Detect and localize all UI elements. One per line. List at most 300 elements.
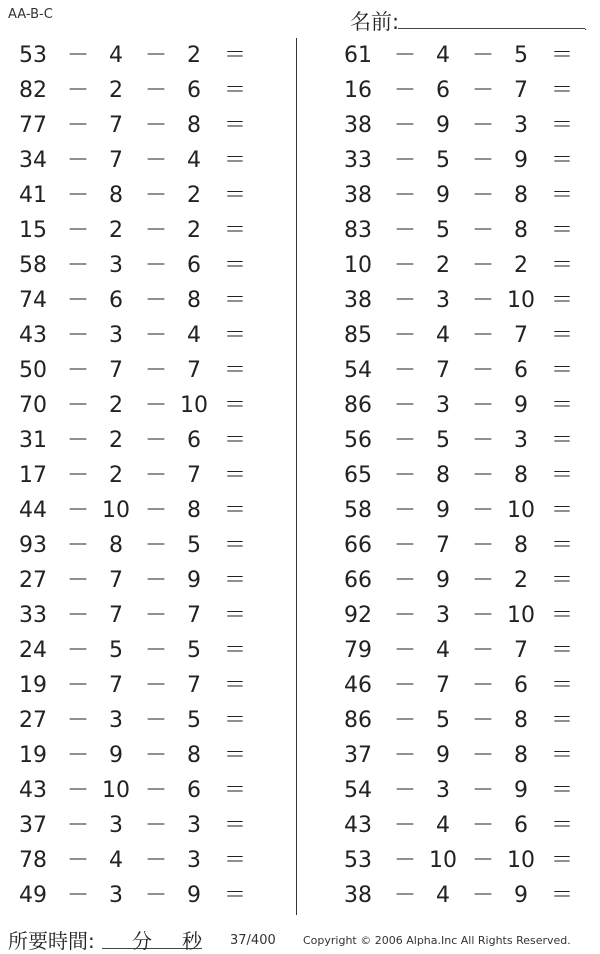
minus-sign: － (471, 813, 494, 838)
subtrahend-1: 7 (109, 568, 123, 593)
equals-sign: ＝ (550, 533, 573, 558)
problem-row (325, 458, 595, 493)
subtrahend-2: 7 (187, 463, 201, 488)
minus-sign: － (471, 288, 494, 313)
worksheet-code: AA-B-C (8, 7, 53, 22)
subtrahend-2: 7 (514, 78, 528, 103)
minus-sign: － (144, 43, 167, 68)
subtrahend-1: 8 (109, 183, 123, 208)
subtrahend-2: 9 (514, 883, 528, 908)
minus-sign: － (66, 288, 89, 313)
subtrahend-2: 6 (187, 428, 201, 453)
minus-sign: － (393, 218, 416, 243)
equals-sign: ＝ (550, 428, 573, 453)
subtrahend-2: 5 (514, 43, 528, 68)
problem-row (0, 493, 270, 528)
problem-row (0, 843, 270, 878)
minus-sign: － (471, 253, 494, 278)
minus-sign: － (471, 638, 494, 663)
minus-sign: － (66, 393, 89, 418)
minus-sign: － (144, 148, 167, 173)
subtrahend-2: 7 (187, 673, 201, 698)
subtrahend-1: 3 (109, 883, 123, 908)
minuend: 78 (19, 848, 47, 873)
subtrahend-1: 5 (436, 148, 450, 173)
minus-sign: － (393, 603, 416, 628)
problem-row (0, 108, 270, 143)
minuend: 77 (19, 113, 47, 138)
minus-sign: － (471, 673, 494, 698)
problem-row (325, 248, 595, 283)
minus-sign: － (144, 568, 167, 593)
equals-sign: ＝ (223, 183, 246, 208)
subtrahend-1: 7 (109, 358, 123, 383)
subtrahend-2: 5 (187, 533, 201, 558)
problem-row (325, 213, 595, 248)
equals-sign: ＝ (550, 463, 573, 488)
equals-sign: ＝ (223, 848, 246, 873)
equals-sign: ＝ (223, 883, 246, 908)
subtrahend-2: 8 (187, 288, 201, 313)
equals-sign: ＝ (550, 708, 573, 733)
minus-sign: － (393, 393, 416, 418)
equals-sign: ＝ (550, 253, 573, 278)
equals-sign: ＝ (550, 323, 573, 348)
equals-sign: ＝ (550, 568, 573, 593)
problem-row (0, 703, 270, 738)
subtrahend-2: 8 (187, 498, 201, 523)
problem-row (325, 353, 595, 388)
minus-sign: － (66, 673, 89, 698)
minus-sign: － (393, 183, 416, 208)
problem-row (325, 808, 595, 843)
equals-sign: ＝ (550, 78, 573, 103)
problem-row (0, 283, 270, 318)
subtrahend-2: 6 (514, 813, 528, 838)
subtrahend-2: 9 (514, 393, 528, 418)
subtrahend-2: 6 (514, 673, 528, 698)
minuend: 66 (344, 568, 372, 593)
subtrahend-2: 6 (514, 358, 528, 383)
minus-sign: － (471, 568, 494, 593)
subtrahend-2: 2 (187, 43, 201, 68)
problem-row (325, 493, 595, 528)
problem-row (325, 633, 595, 668)
equals-sign: ＝ (223, 113, 246, 138)
minus-sign: － (393, 638, 416, 663)
subtrahend-2: 6 (187, 78, 201, 103)
subtrahend-1: 4 (436, 638, 450, 663)
minus-sign: － (66, 813, 89, 838)
problem-row (0, 353, 270, 388)
subtrahend-1: 7 (109, 603, 123, 628)
equals-sign: ＝ (550, 183, 573, 208)
minuend: 17 (19, 463, 47, 488)
subtrahend-1: 7 (436, 533, 450, 558)
minus-sign: － (471, 218, 494, 243)
subtrahend-2: 2 (514, 568, 528, 593)
equals-sign: ＝ (223, 708, 246, 733)
equals-sign: ＝ (223, 673, 246, 698)
problem-row (0, 633, 270, 668)
problem-row (325, 668, 595, 703)
subtrahend-1: 6 (436, 78, 450, 103)
minus-sign: － (144, 848, 167, 873)
minus-sign: － (393, 428, 416, 453)
subtrahend-2: 8 (514, 183, 528, 208)
equals-sign: ＝ (223, 463, 246, 488)
problem-row (325, 283, 595, 318)
problem-row (0, 773, 270, 808)
minuend: 49 (19, 883, 47, 908)
minuend: 19 (19, 743, 47, 768)
footer (0, 918, 600, 952)
equals-sign: ＝ (550, 813, 573, 838)
minus-sign: － (393, 708, 416, 733)
equals-sign: ＝ (223, 428, 246, 453)
subtrahend-1: 3 (109, 708, 123, 733)
subtrahend-1: 4 (436, 813, 450, 838)
subtrahend-2: 10 (507, 498, 535, 523)
minus-sign: － (66, 78, 89, 103)
minus-sign: － (393, 883, 416, 908)
subtrahend-2: 4 (187, 148, 201, 173)
subtrahend-2: 7 (514, 638, 528, 663)
minus-sign: － (393, 288, 416, 313)
minus-sign: － (393, 463, 416, 488)
equals-sign: ＝ (223, 778, 246, 803)
minuend: 58 (344, 498, 372, 523)
minuend: 79 (344, 638, 372, 663)
subtrahend-1: 8 (109, 533, 123, 558)
subtrahend-2: 6 (187, 778, 201, 803)
subtrahend-2: 3 (187, 848, 201, 873)
subtrahend-2: 6 (187, 253, 201, 278)
equals-sign: ＝ (550, 883, 573, 908)
minuend: 58 (19, 253, 47, 278)
subtrahend-2: 2 (187, 218, 201, 243)
column-divider (296, 38, 297, 915)
subtrahend-2: 2 (187, 183, 201, 208)
subtrahend-2: 5 (187, 708, 201, 733)
minuend: 16 (344, 78, 372, 103)
minus-sign: － (393, 848, 416, 873)
name-underline (398, 28, 585, 29)
equals-sign: ＝ (550, 848, 573, 873)
minutes-label: 分 (132, 929, 152, 953)
subtrahend-2: 8 (514, 743, 528, 768)
subtrahend-2: 8 (514, 463, 528, 488)
equals-sign: ＝ (223, 358, 246, 383)
subtrahend-1: 9 (436, 498, 450, 523)
minus-sign: － (393, 113, 416, 138)
minus-sign: － (471, 603, 494, 628)
problem-row (0, 598, 270, 633)
minuend: 43 (19, 778, 47, 803)
subtrahend-1: 9 (436, 113, 450, 138)
minus-sign: － (471, 463, 494, 488)
minus-sign: － (66, 603, 89, 628)
subtrahend-1: 7 (109, 673, 123, 698)
equals-sign: ＝ (223, 323, 246, 348)
minus-sign: － (144, 78, 167, 103)
equals-sign: ＝ (550, 743, 573, 768)
minus-sign: － (471, 43, 494, 68)
minus-sign: － (66, 218, 89, 243)
minus-sign: － (471, 883, 494, 908)
minus-sign: － (393, 358, 416, 383)
minus-sign: － (144, 673, 167, 698)
subtrahend-1: 2 (109, 78, 123, 103)
minus-sign: － (393, 253, 416, 278)
minus-sign: － (66, 113, 89, 138)
minuend: 92 (344, 603, 372, 628)
subtrahend-2: 7 (187, 358, 201, 383)
problem-row (0, 528, 270, 563)
minus-sign: － (66, 568, 89, 593)
minus-sign: － (471, 323, 494, 348)
equals-sign: ＝ (223, 78, 246, 103)
equals-sign: ＝ (550, 288, 573, 313)
minus-sign: － (66, 183, 89, 208)
problem-row (325, 528, 595, 563)
subtrahend-1: 2 (109, 218, 123, 243)
name-field[interactable] (350, 4, 590, 32)
minuend: 65 (344, 463, 372, 488)
equals-sign: ＝ (550, 393, 573, 418)
minus-sign: － (471, 148, 494, 173)
subtrahend-2: 3 (514, 428, 528, 453)
subtrahend-2: 4 (187, 323, 201, 348)
equals-sign: ＝ (223, 813, 246, 838)
problem-row (325, 143, 595, 178)
subtrahend-1: 2 (109, 393, 123, 418)
problem-row (0, 178, 270, 213)
problem-row (0, 388, 270, 423)
subtrahend-1: 9 (436, 743, 450, 768)
equals-sign: ＝ (223, 568, 246, 593)
minuend: 82 (19, 78, 47, 103)
minus-sign: － (144, 813, 167, 838)
subtrahend-2: 8 (514, 533, 528, 558)
subtrahend-1: 5 (436, 428, 450, 453)
equals-sign: ＝ (550, 603, 573, 628)
subtrahend-1: 7 (436, 358, 450, 383)
problem-row (0, 38, 270, 73)
subtrahend-2: 8 (187, 743, 201, 768)
minuend: 31 (19, 428, 47, 453)
minus-sign: － (66, 743, 89, 768)
minus-sign: － (471, 743, 494, 768)
minus-sign: － (393, 148, 416, 173)
minus-sign: － (471, 78, 494, 103)
subtrahend-1: 4 (436, 883, 450, 908)
minus-sign: － (144, 183, 167, 208)
equals-sign: ＝ (550, 778, 573, 803)
minus-sign: － (471, 533, 494, 558)
minuend: 93 (19, 533, 47, 558)
subtrahend-1: 6 (109, 288, 123, 313)
problem-row (0, 878, 270, 913)
subtrahend-2: 8 (187, 113, 201, 138)
minus-sign: － (471, 498, 494, 523)
minus-sign: － (393, 323, 416, 348)
subtrahend-1: 4 (109, 43, 123, 68)
minus-sign: － (471, 113, 494, 138)
minuend: 46 (344, 673, 372, 698)
subtrahend-1: 3 (436, 603, 450, 628)
equals-sign: ＝ (223, 253, 246, 278)
problem-row (325, 108, 595, 143)
subtrahend-1: 3 (109, 323, 123, 348)
left-problem-column (0, 38, 270, 913)
subtrahend-2: 7 (187, 603, 201, 628)
minuend: 53 (19, 43, 47, 68)
problem-row (0, 563, 270, 598)
minus-sign: － (66, 428, 89, 453)
minus-sign: － (144, 778, 167, 803)
equals-sign: ＝ (223, 393, 246, 418)
subtrahend-2: 9 (187, 568, 201, 593)
minuend: 43 (19, 323, 47, 348)
minuend: 85 (344, 323, 372, 348)
subtrahend-1: 3 (436, 393, 450, 418)
subtrahend-2: 9 (514, 778, 528, 803)
subtrahend-1: 10 (102, 778, 130, 803)
minuend: 86 (344, 708, 372, 733)
minus-sign: － (66, 883, 89, 908)
subtrahend-2: 3 (514, 113, 528, 138)
minuend: 74 (19, 288, 47, 313)
minus-sign: － (66, 778, 89, 803)
minus-sign: － (66, 533, 89, 558)
subtrahend-1: 3 (436, 288, 450, 313)
subtrahend-1: 8 (436, 463, 450, 488)
equals-sign: ＝ (223, 533, 246, 558)
page-number: 37/400 (230, 933, 276, 948)
subtrahend-1: 4 (109, 848, 123, 873)
minus-sign: － (471, 358, 494, 383)
equals-sign: ＝ (550, 673, 573, 698)
minuend: 43 (344, 813, 372, 838)
subtrahend-1: 10 (102, 498, 130, 523)
minus-sign: － (471, 848, 494, 873)
equals-sign: ＝ (550, 218, 573, 243)
minus-sign: － (393, 533, 416, 558)
problem-row (325, 38, 595, 73)
minus-sign: － (471, 428, 494, 453)
problem-row (0, 143, 270, 178)
minus-sign: － (144, 113, 167, 138)
subtrahend-2: 10 (507, 603, 535, 628)
subtrahend-1: 4 (436, 43, 450, 68)
subtrahend-1: 4 (436, 323, 450, 348)
equals-sign: ＝ (223, 498, 246, 523)
minus-sign: － (66, 323, 89, 348)
subtrahend-1: 2 (109, 463, 123, 488)
minus-sign: － (66, 463, 89, 488)
minus-sign: － (144, 743, 167, 768)
equals-sign: ＝ (550, 148, 573, 173)
equals-sign: ＝ (550, 498, 573, 523)
problem-row (0, 458, 270, 493)
subtrahend-1: 3 (109, 253, 123, 278)
subtrahend-1: 10 (429, 848, 457, 873)
subtrahend-2: 9 (187, 883, 201, 908)
minus-sign: － (144, 603, 167, 628)
problem-row (325, 773, 595, 808)
minuend: 86 (344, 393, 372, 418)
minuend: 27 (19, 568, 47, 593)
minus-sign: － (471, 183, 494, 208)
subtrahend-1: 2 (109, 428, 123, 453)
minus-sign: － (144, 288, 167, 313)
equals-sign: ＝ (223, 743, 246, 768)
subtrahend-2: 10 (507, 288, 535, 313)
minus-sign: － (144, 708, 167, 733)
equals-sign: ＝ (550, 113, 573, 138)
problem-row (325, 598, 595, 633)
minus-sign: － (144, 498, 167, 523)
minuend: 24 (19, 638, 47, 663)
problem-row (325, 703, 595, 738)
subtrahend-2: 5 (187, 638, 201, 663)
minuend: 56 (344, 428, 372, 453)
minus-sign: － (144, 393, 167, 418)
minus-sign: － (144, 883, 167, 908)
minus-sign: － (393, 813, 416, 838)
subtrahend-1: 9 (436, 568, 450, 593)
problem-row (0, 318, 270, 353)
minus-sign: － (66, 43, 89, 68)
minus-sign: － (393, 43, 416, 68)
subtrahend-2: 2 (514, 253, 528, 278)
subtrahend-1: 7 (436, 673, 450, 698)
subtrahend-1: 5 (109, 638, 123, 663)
subtrahend-1: 5 (436, 218, 450, 243)
problem-row (325, 178, 595, 213)
minus-sign: － (144, 323, 167, 348)
seconds-label: 秒 (182, 929, 202, 953)
minus-sign: － (144, 463, 167, 488)
minus-sign: － (66, 358, 89, 383)
minus-sign: － (393, 78, 416, 103)
equals-sign: ＝ (223, 148, 246, 173)
problem-row (325, 388, 595, 423)
minus-sign: － (393, 568, 416, 593)
subtrahend-1: 9 (109, 743, 123, 768)
minus-sign: － (393, 778, 416, 803)
minuend: 15 (19, 218, 47, 243)
minuend: 27 (19, 708, 47, 733)
minus-sign: － (144, 638, 167, 663)
problem-row (325, 878, 595, 913)
subtrahend-2: 3 (187, 813, 201, 838)
problem-row (325, 843, 595, 878)
problem-row (325, 563, 595, 598)
equals-sign: ＝ (550, 43, 573, 68)
minus-sign: － (66, 638, 89, 663)
minuend: 38 (344, 288, 372, 313)
subtrahend-2: 7 (514, 323, 528, 348)
minus-sign: － (144, 218, 167, 243)
equals-sign: ＝ (550, 638, 573, 663)
minuend: 50 (19, 358, 47, 383)
equals-sign: ＝ (223, 43, 246, 68)
problem-row (325, 318, 595, 353)
problem-row (0, 808, 270, 843)
minus-sign: － (66, 253, 89, 278)
